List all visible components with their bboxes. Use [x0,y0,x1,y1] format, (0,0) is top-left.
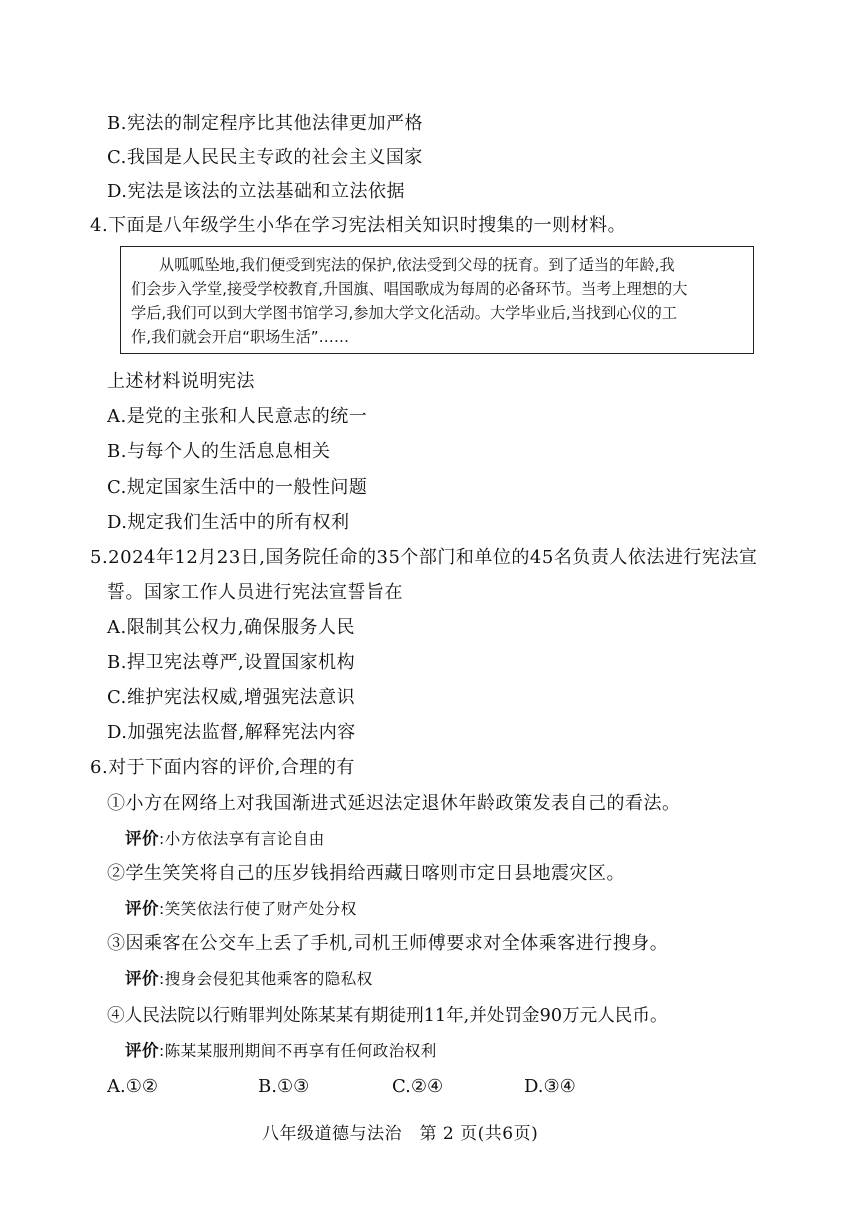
material-line: 从呱呱坠地,我们便受到宪法的保护,依法受到父母的抚育。到了适当的年龄,我 [159,256,675,274]
q6-item-1: ①小方在网络上对我国渐进式延迟法定退休年龄政策发表自己的看法。 [107,793,681,814]
q6-choice-a: A.①② [107,1076,158,1097]
q5-stem-line1: 5.2024年12月23日,国务院任命的35个部门和单位的45名负责人依法进行宪法宣 [90,547,758,568]
q4-option-c: C.规定国家生活中的一般性问题 [107,477,368,498]
q6-item-2: ②学生笑笑将自己的压岁钱捐给西藏日喀则市定日县地震灾区。 [107,863,625,884]
q6-stem: 6.对于下面内容的评价,合理的有 [90,757,355,778]
eval-label: 评价 [125,829,159,848]
eval-text: :搜身会侵犯其他乘客的隐私权 [159,970,373,988]
q4-material-box [120,246,754,354]
material-line: 学后,我们可以到大学图书馆学习,参加大学文化活动。大学毕业后,当找到心仪的工 [131,304,678,322]
eval-label: 评价 [125,969,159,988]
q5-option-d: D.加强宪法监督,解释宪法内容 [107,722,356,743]
q4-question: 上述材料说明宪法 [107,371,255,392]
eval-text: :小方依法享有言论自由 [159,830,325,848]
eval-label: 评价 [125,899,159,918]
material-line: 们会步入学堂,接受学校教育,升国旗、唱国歌成为每周的必备环节。当考上理想的大 [131,280,688,298]
q6-item-4: ④人民法院以行贿罪判处陈某某有期徒刑11年,并处罚金90万元人民币。 [107,1006,668,1026]
eval-text: :陈某某服刑期间不再享有任何政治权利 [159,1042,437,1060]
q5-option-b: B.捍卫宪法尊严,设置国家机构 [107,652,356,673]
q6-choice-b: B.①③ [258,1076,310,1097]
q6-item-3: ③因乘客在公交车上丢了手机,司机王师傅要求对全体乘客进行搜身。 [107,933,669,954]
q6-eval-2 [125,897,357,921]
eval-text: :笑笑依法行使了财产处分权 [159,900,357,918]
q6-eval-1 [125,827,325,851]
q6-eval-4 [125,1039,437,1063]
q4-option-d: D.规定我们生活中的所有权利 [107,512,350,533]
q6-eval-3 [125,967,373,991]
q5-option-a: A.限制其公权力,确保服务人民 [107,617,355,638]
q4-stem: 4.下面是八年级学生小华在学习宪法相关知识时搜集的一则材料。 [90,215,627,236]
eval-label: 评价 [125,1041,159,1060]
material-line: 作,我们就会开启“职场生活”…… [131,328,350,346]
q4-option-a: A.是党的主张和人民意志的统一 [107,406,368,427]
q6-choice-d: D.③④ [524,1076,576,1097]
q3-option-b: B.宪法的制定程序比其他法律更加严格 [107,113,423,134]
q5-option-c: C.维护宪法权威,增强宪法意识 [107,687,356,708]
q5-stem-line2: 誓。国家工作人员进行宪法宣誓旨在 [107,582,403,603]
q6-choice-c: C.②④ [392,1076,444,1097]
q4-option-b: B.与每个人的生活息息相关 [107,441,331,462]
q3-option-c: C.我国是人民民主专政的社会主义国家 [107,147,423,168]
page-footer: 八年级道德与法治 第 2 页(共6页) [262,1124,539,1144]
q3-option-d: D.宪法是该法的立法基础和立法依据 [107,181,406,202]
